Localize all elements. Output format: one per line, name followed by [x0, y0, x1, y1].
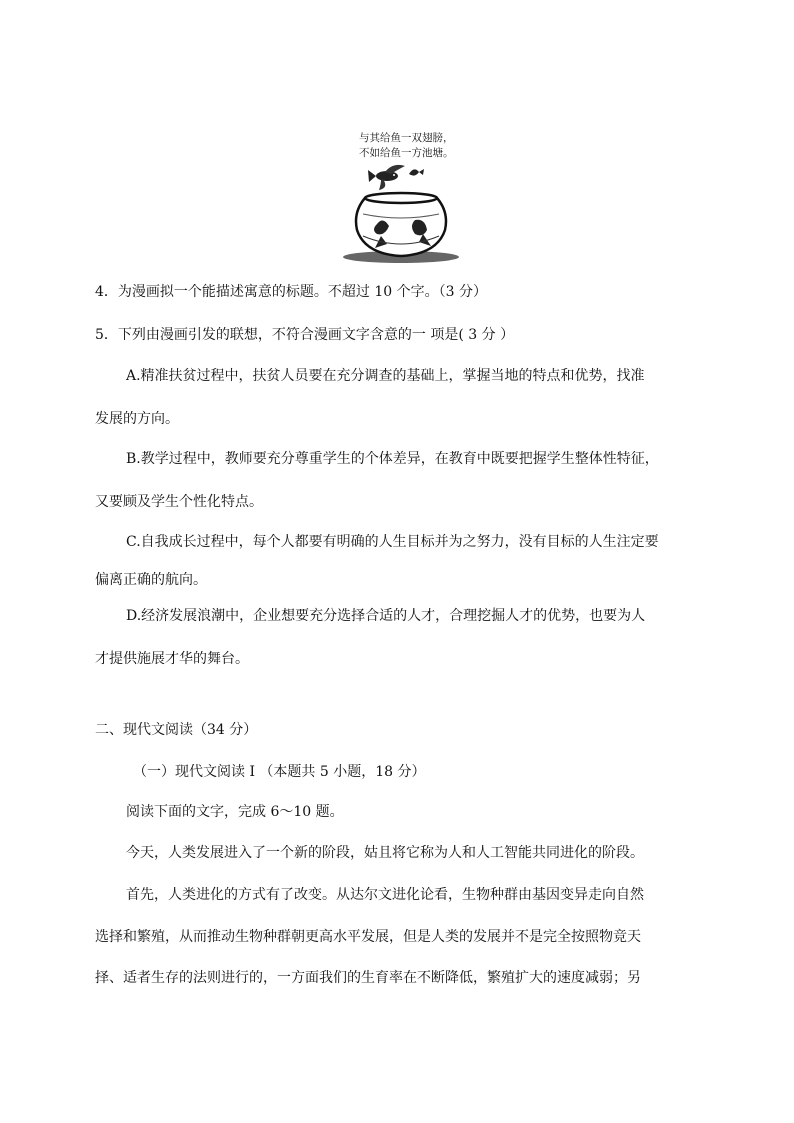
cartoon-caption-line1: 与其给鱼一双翅膀，	[359, 132, 454, 144]
winged-fish-icon	[368, 165, 405, 190]
paragraph-1: 今天，人类发展进入了一个新的阶段，姑且将它称为人和人工智能共同进化的阶段。	[126, 845, 644, 861]
option-d-line1: D.经济发展浪潮中，企业想要充分选择合适的人才，合理挖掘人才的优势，也要为人	[126, 608, 646, 624]
option-b-line1: B.教学过程中，教师要充分尊重学生的个体差异，在教育中既要把握学生整体性特征，	[126, 451, 659, 467]
cartoon-illustration	[335, 130, 465, 265]
fishbowl-icon	[343, 193, 459, 263]
option-c-line2: 偏离正确的航向。	[95, 572, 207, 588]
reading-instruction: 阅读下面的文字，完成 6～10 题。	[126, 804, 344, 820]
question-4: 4．为漫画拟一个能描述寓意的标题。不超过 10 个字。（3 分）	[95, 284, 487, 300]
option-a-line1: A.精准扶贫过程中，扶贫人员要在充分调查的基础上，掌握当地的特点和优势，找准	[126, 368, 645, 384]
paragraph-2-line2: 选择和繁殖，从而推动生物种群朝更高水平发展，但是人类的发展并不是完全按照物竞天	[95, 929, 641, 945]
option-b-line2: 又要顾及学生个性化特点。	[95, 494, 263, 510]
section-sub-heading: （一）现代文阅读 I （本题共 5 小题，18 分）	[133, 764, 426, 780]
option-d-line2: 才提供施展才华的舞台。	[95, 651, 249, 667]
fishbowl-drawing	[335, 164, 465, 264]
option-a-line2: 发展的方向。	[95, 411, 179, 427]
paragraph-2-line3: 择、适者生存的法则进行的，一方面我们的生育率在不断降低，繁殖扩大的速度减弱；另	[95, 970, 641, 986]
section-heading: 二、现代文阅读（34 分）	[95, 722, 258, 738]
option-c-line1: C.自我成长过程中，每个人都要有明确的人生目标并为之努力，没有目标的人生注定要	[126, 534, 659, 550]
paragraph-2-line1: 首先，人类进化的方式有了改变。从达尔文进化论看，生物种群由基因变异走向自然	[126, 887, 644, 903]
question-5: 5．下列由漫画引发的联想，不符合漫画文字含意的一 项是( 3 分 ）	[95, 327, 515, 343]
cartoon-caption-line2: 不如给鱼一方池塘。	[359, 147, 454, 159]
